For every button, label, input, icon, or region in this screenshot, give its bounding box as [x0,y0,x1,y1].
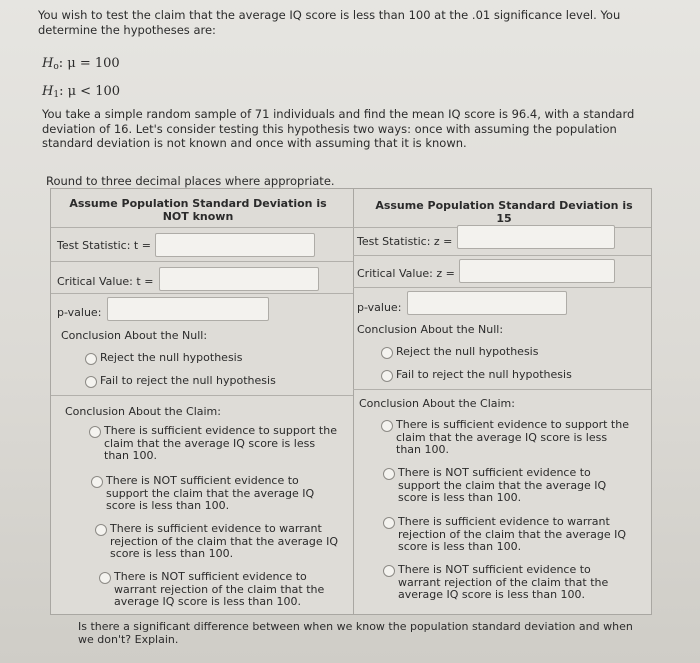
left-critical-value-input[interactable] [159,267,319,291]
row-divider [353,287,651,288]
right-claim-option-2[interactable]: There is NOT sufficient evidence to support the claim that the average IQ score is less than 100. [383,467,633,505]
left-pvalue-label: p-value: [57,306,102,319]
intro-text: You wish to test the claim that the average IQ score is less than 100 at the .01 significance level. You determine the hypotheses are: [38,8,621,37]
right-fail-to-reject-option[interactable]: Fail to reject the null hypothesis [381,369,572,382]
left-claim-option-3[interactable]: There is sufficient evidence to warrant rejection of the claim that the average IQ score is less than 100. [95,523,343,561]
right-critical-value-input[interactable] [459,259,615,283]
right-null-conclusion-label: Conclusion About the Null: [357,323,504,336]
radio-button-icon[interactable] [99,572,111,584]
left-pvalue-input[interactable] [107,297,269,321]
row-divider [51,261,353,262]
comparison-table [50,188,652,615]
radio-button-icon[interactable] [383,468,395,480]
right-critical-value-label: Critical Value: z = [357,267,455,280]
radio-button-icon[interactable] [91,476,103,488]
radio-button-icon[interactable] [85,376,97,388]
alternative-hypothesis: $H_1$: μ < 100 [42,84,121,100]
left-test-statistic-label: Test Statistic: t = [57,239,151,252]
left-claim-option-4[interactable]: There is NOT sufficient evidence to warrant rejection of the claim that the average IQ score is less than 100. [99,571,345,609]
column-divider [353,189,354,614]
radio-button-icon[interactable] [383,517,395,529]
explanation-question: Is there a significant difference between when we know the population standard deviation and when we don't? Explain. [78,620,633,646]
right-claim-option-1[interactable]: There is sufficient evidence to support the claim that the average IQ score is less than 100. [381,419,633,457]
left-claim-option-1[interactable]: There is sufficient evidence to support the claim that the average IQ score is less than 100. [89,425,341,463]
left-reject-null-option[interactable]: Reject the null hypothesis [85,352,242,365]
left-claim-conclusion-label: Conclusion About the Claim: [65,405,221,418]
rounding-instruction: Round to three decimal places where appropriate. [46,174,335,188]
right-column-header: Assume Population Standard Deviation is 15 [375,199,633,225]
row-divider [353,389,651,390]
row-divider [51,395,353,396]
left-claim-option-2[interactable]: There is NOT sufficient evidence to support the claim that the average IQ score is less than 100. [91,475,343,513]
radio-button-icon[interactable] [381,370,393,382]
left-null-conclusion-label: Conclusion About the Null: [61,329,208,342]
left-column-header: Assume Population Standard Deviation is NOT known [69,197,327,223]
sample-description: You take a simple random sample of 71 individuals and find the mean IQ score is 96.4, with a standard deviation of 16. Let's consider testing this hypothesis two ways: once with assuming the population standard deviation is not known and once with assuming that it is known. [42,107,635,150]
radio-button-icon[interactable] [381,347,393,359]
row-divider [353,255,651,256]
right-pvalue-input[interactable] [407,291,567,315]
left-test-statistic-input[interactable] [155,233,315,257]
right-claim-option-4[interactable]: There is NOT sufficient evidence to warrant rejection of the claim that the average IQ score is less than 100. [383,564,633,602]
row-divider [51,293,353,294]
left-critical-value-label: Critical Value: t = [57,275,154,288]
right-pvalue-label: p-value: [357,301,402,314]
radio-button-icon[interactable] [383,565,395,577]
left-fail-to-reject-option[interactable]: Fail to reject the null hypothesis [85,375,276,388]
radio-button-icon[interactable] [85,353,97,365]
right-claim-option-3[interactable]: There is sufficient evidence to warrant rejection of the claim that the average IQ score is less than 100. [383,516,633,554]
right-test-statistic-label: Test Statistic: z = [357,235,453,248]
right-claim-conclusion-label: Conclusion About the Claim: [359,397,515,410]
radio-button-icon[interactable] [95,524,107,536]
radio-button-icon[interactable] [381,420,393,432]
radio-button-icon[interactable] [89,426,101,438]
right-test-statistic-input[interactable] [457,225,615,249]
null-hypothesis: $H_o$: μ = 100 [42,56,120,72]
right-reject-null-option[interactable]: Reject the null hypothesis [381,346,538,359]
